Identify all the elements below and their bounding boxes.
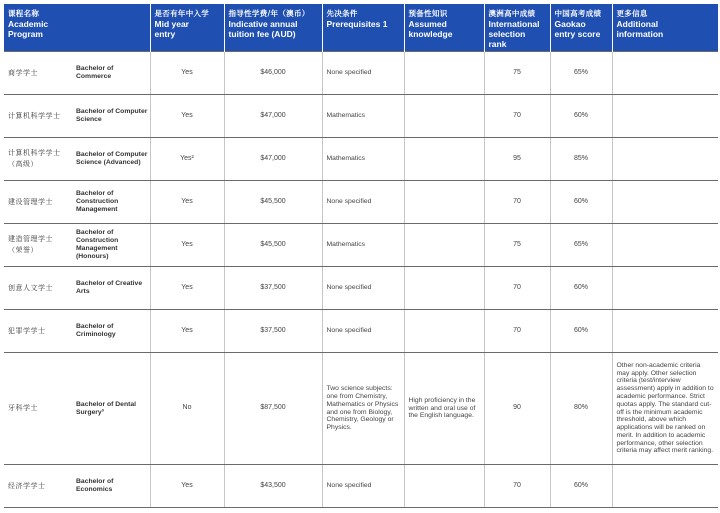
gaokao-score-cell: 65%: [550, 52, 612, 95]
additional-info-cell: [612, 138, 718, 181]
selection-rank-cell: 70: [484, 310, 550, 353]
prerequisites-cell: None specified: [322, 465, 404, 508]
additional-info-cell: [612, 465, 718, 508]
program-cell: [4, 267, 150, 310]
program-name-en: Bachelor of Economics: [76, 478, 114, 493]
fee-cell: $47,000: [224, 95, 322, 138]
additional-info-cell: [612, 181, 718, 224]
program-name-en: Bachelor of Creative Arts: [76, 280, 143, 295]
mid-year-cell: Yes: [150, 224, 224, 267]
mid-year-cell: Yes: [150, 465, 224, 508]
selection-rank-cell: 75: [484, 224, 550, 267]
assumed-knowledge-cell: [404, 267, 484, 310]
gaokao-score-cell: 60%: [550, 267, 612, 310]
program-cell: [4, 95, 150, 138]
header-gaokao-score: 中国高考成绩 Gaokao entry score: [550, 4, 612, 52]
table-row: [4, 267, 718, 310]
header-academic-program: 课程名称 Academic Program: [4, 4, 150, 52]
gaokao-score-cell: 85%: [550, 138, 612, 181]
table-row: [4, 52, 718, 95]
additional-info-cell: [612, 267, 718, 310]
additional-info-cell: [612, 310, 718, 353]
prerequisites-cell: Mathematics: [322, 95, 404, 138]
selection-rank-cell: 70: [484, 181, 550, 224]
gaokao-score-cell: 60%: [550, 95, 612, 138]
gaokao-score-cell: 80%: [550, 353, 612, 465]
assumed-knowledge-cell: [404, 181, 484, 224]
fee-cell: $45,500: [224, 181, 322, 224]
program-name-en: Bachelor of Criminology: [76, 323, 116, 338]
table-row: [4, 95, 718, 138]
mid-year-cell: Yes: [150, 181, 224, 224]
assumed-knowledge-cell: [404, 95, 484, 138]
mid-year-cell: Yes: [150, 310, 224, 353]
assumed-knowledge-cell: [404, 465, 484, 508]
program-cell: [4, 465, 150, 508]
gaokao-score-cell: 65%: [550, 224, 612, 267]
fee-cell: $47,000: [224, 138, 322, 181]
program-name-en: Bachelor of Commerce: [76, 65, 114, 80]
assumed-knowledge-cell: [404, 224, 484, 267]
program-cell: [4, 138, 150, 181]
assumed-knowledge-cell: [404, 138, 484, 181]
fee-cell: $37,500: [224, 310, 322, 353]
program-name-en: Bachelor of Computer Science: [76, 108, 148, 123]
header-prerequisites: 先决条件 Prerequisites 1: [322, 4, 404, 52]
gaokao-score-cell: 60%: [550, 310, 612, 353]
program-name-zh: 计算机科学学士: [8, 111, 61, 120]
program-name-zh: 犯罪学学士: [8, 326, 46, 335]
table-row: [4, 224, 718, 267]
program-name-zh: 牙科学士: [8, 404, 38, 412]
fee-cell: $45,500: [224, 224, 322, 267]
program-cell: [4, 224, 150, 267]
mid-year-cell: Yes²: [150, 138, 224, 181]
program-name-zh: 建造管理学士 （荣誉）: [8, 235, 53, 254]
additional-info-cell: [612, 95, 718, 138]
program-table: [4, 4, 718, 508]
assumed-knowledge-cell: [404, 310, 484, 353]
mid-year-cell: Yes: [150, 267, 224, 310]
prerequisites-cell: None specified: [322, 52, 404, 95]
header-assumed-knowledge: 预备性知识 Assumed knowledge: [404, 4, 484, 52]
fee-cell: $43,500: [224, 465, 322, 508]
header-mid-year-entry: 是否有年中入学 Mid year entry: [150, 4, 224, 52]
program-name-zh: 商学学士: [8, 68, 38, 77]
selection-rank-cell: 70: [484, 267, 550, 310]
program-cell: [4, 52, 150, 95]
selection-rank-cell: 70: [484, 465, 550, 508]
mid-year-cell: No: [150, 353, 224, 465]
program-name-zh: 计算机科学学士 （高级）: [8, 149, 61, 168]
additional-info-cell: [612, 224, 718, 267]
prerequisites-cell: None specified: [322, 267, 404, 310]
program-name-zh: 经济学学士: [8, 481, 46, 490]
program-name-zh: 建设管理学士: [8, 197, 53, 206]
mid-year-cell: Yes: [150, 95, 224, 138]
selection-rank-cell: 95: [484, 138, 550, 181]
program-cell: [4, 310, 150, 353]
header-tuition-fee: 指导性学费/年（澳币） Indicative annual tuition fee (AUD): [224, 4, 322, 52]
fee-cell: $46,000: [224, 52, 322, 95]
program-name-en: Bachelor of Construction Management: [76, 190, 119, 213]
table-row: [4, 465, 718, 508]
prerequisites-cell: Two science subjects: one from Chemistry, Mathematics or Physics and one from Biology, Chemistry, Geology or Physics.: [322, 353, 404, 465]
prerequisites-cell: Mathematics: [322, 224, 404, 267]
table-header-row: [4, 4, 718, 52]
selection-rank-cell: 75: [484, 52, 550, 95]
program-name-en: Bachelor of Construction Management (Honours): [76, 229, 119, 260]
table-row: [4, 181, 718, 224]
program-cell: [4, 181, 150, 224]
header-selection-rank: 澳洲高中成绩 International selection rank: [484, 4, 550, 52]
program-cell: [4, 353, 150, 465]
program-name-en: Bachelor of Computer Science (Advanced): [76, 151, 148, 166]
selection-rank-cell: 90: [484, 353, 550, 465]
prerequisites-cell: Mathematics: [322, 138, 404, 181]
additional-info-cell: Other non-academic criteria may apply. Other selection criteria (test/interview assessment) apply in addition to academic performance. Strict quotas apply. The standard cut-off is the minimum academic threshold, above which applications will be ranked on merit. In addition to academic performance, other selection criteria may affect merit ranking.: [612, 353, 718, 465]
fee-cell: $87,500: [224, 353, 322, 465]
gaokao-score-cell: 60%: [550, 465, 612, 508]
table-row: [4, 353, 718, 465]
table-row: [4, 310, 718, 353]
program-name-zh: 创意人文学士: [8, 283, 53, 292]
additional-info-cell: [612, 52, 718, 95]
program-name-en: Bachelor of Dental Surgery³: [76, 400, 137, 416]
prerequisites-cell: None specified: [322, 310, 404, 353]
assumed-knowledge-cell: [404, 52, 484, 95]
header-additional-info: 更多信息 Additional information: [612, 4, 718, 52]
prerequisites-cell: None specified: [322, 181, 404, 224]
selection-rank-cell: 70: [484, 95, 550, 138]
table-row: [4, 138, 718, 181]
gaokao-score-cell: 60%: [550, 181, 612, 224]
fee-cell: $37,500: [224, 267, 322, 310]
mid-year-cell: Yes: [150, 52, 224, 95]
assumed-knowledge-cell: High proficiency in the written and oral use of the English language.: [404, 353, 484, 465]
